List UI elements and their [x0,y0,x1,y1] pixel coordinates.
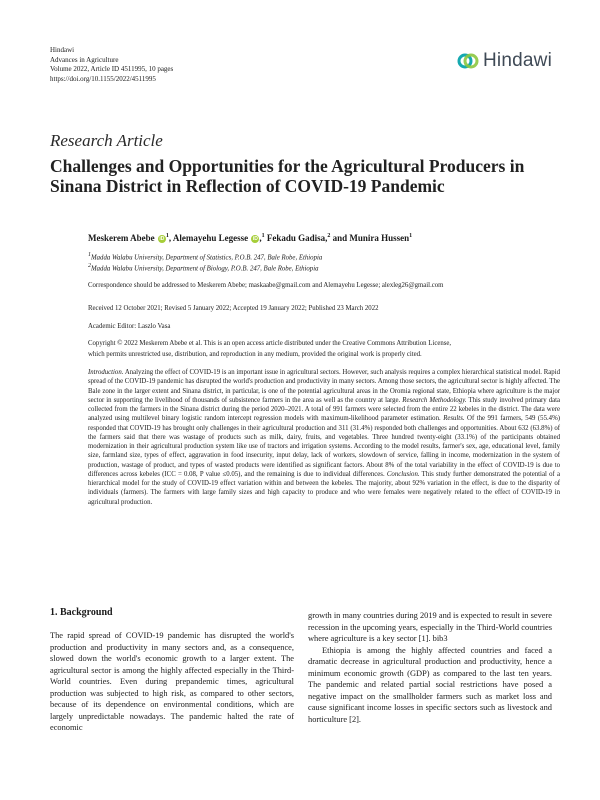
author-3[interactable]: Fekadu Gadisa,$^2$ and [266,233,350,243]
author-1[interactable]: Meskerem Abebe iD $^1$, [88,233,173,243]
author-list [88,233,412,243]
article-type: Research Article [50,131,163,150]
author-4[interactable]: Munira Hussen$^1$ [349,233,413,243]
copyright-line-2: which permits unrestricted use, distribution, and reproduction in any medium, provided the original work is properly cited. [88,351,422,358]
abstract: Introduction. Analyzing the effect of COVID-19 is an important issue in agricultural sectors. However, such analysis requires a complex hierarchical statistical model. Rapid spread of the COVID-19 pandemic has disrupted the world's production and productivity in many sectors. Among those sectors, the agricultural sector is highly affected. The Bale zone in the larger extent and Sinana district, in particular, is one of the potential agricultural areas in the Oromia regional state, Ethiopia where agriculture is the major sector in supporting the livelihood of thousands of subsistence farmers in the area as well as the country at large. Research Methodology. This study involved primary data collected from the farmers in the Sinana district during the period 2020–2021. A total of 991 farmers were selected from the entire 22 kebeles in the district. The data were analyzed using multilevel binary logistic random intercept regression models with maximum-likelihood parameter estimation. Results. Of the 991 farmers, 549 (55.4%) responded that COVID-19 has brought only challenges in their agricultural production and 311 (31.4%) responded both challenges and opportunities. About 632 (63.8%) of the farmers said that there was wastage of products such as milk, dairy, fruits, and vegetables. Three hundred twenty-eight (33.1%) of the participants obtained modernization in their agricultural production system like use of tractors and irrigation systems. According to the model results, farmer's sex, age, educational level, family size, farmland size, types of effect, aggravation in food insecurity, input delay, lack of workers, slowdown of service, falling in income, modernization in the system of production, wastage of product, and types of wasted products were identified as significant factors. About 8% of the total variability in the effect of COVID-19 is due to differences across kebeles (ICC = 0.08, P value ≤0.05), and the remaining is due to individual differences. Conclusion. This study further demonstrated the potential of a hierarchical model for the study of COVID-19 effect variation within and between the kebeles. The majority, about 92% variation in the effect, is due to the disparity of individuals (farmers). The farmers with large family sizes and high capacity to produce and who were females were negatively related to the effect of COVID-19 in agricultural production. [88,369,561,506]
volume-line: Volume 2022, Article ID 4511995, 10 pages [50,65,174,74]
brand-wordmark: Hindawi [483,50,552,71]
journal-name: Advances in Agriculture [50,55,119,64]
abstract-label: Results. [443,415,465,423]
publisher-name: Hindawi [50,46,75,54]
abstract-label: Conclusion. [386,470,420,478]
section-heading: 1. Background [50,607,113,618]
affiliation-2: $^2$Madda Walabu University, Department of Biology, P.O.B. 247, Bale Robe, Ethiopia [88,263,319,273]
journal-info [50,46,173,84]
author-2[interactable]: Alemayehu Legesse iD ,$^1$ [172,233,265,243]
body-column-right [308,610,552,725]
copyright-line-1: Copyright © 2022 Meskerem Abebe et al. This is an open access article distributed under the Creative Commons Attribution License, [88,340,452,347]
doi-link[interactable]: https://doi.org/10.1155/2022/4511995 [50,74,156,83]
article-title: Challenges and Opportunities for the Agricultural Producers in Sinana District in Reflection of COVID-19 Pandemic [50,156,525,196]
body-paragraph: Ethiopia is among the highly affected countries and faced a dramatic decrease in agricultural production and productivity, hence a minimum economic growth (GDP) as compared to the last ten years. The pandemic and related partial social restrictions have posed a negative impact on the smallholder farmers such as market loss and cause significant income losses in specific sectors such as livestock and horticulture [2]. [308,645,552,724]
body-paragraph: The rapid spread of COVID-19 pandemic has disrupted the world's production and productivity in many sectors and, as a consequence, slowed down the world's economic growth to a larger extent. The agricultural sector is among the highly affected especially in the Third-World countries. Even during prepandemic times, agricultural production was subjected to high risk, as compared to other sectors, because of its dependence on environmental conditions, which are largely unpredictable nowadays. The pandemic halted the rate of economic [50,631,294,732]
abstract-label: Research Methodology. [402,396,467,404]
publication-dates: Received 12 October 2021; Revised 5 January 2022; Accepted 19 January 2022; Published 23 March 2022 [88,305,379,312]
affiliation-1: $^1$Madda Walabu University, Department of Statistics, P.O.B. 247, Bale Robe, Ethiopia [88,252,323,262]
correspondence: Correspondence should be addressed to Meskerem Abebe; maskaabe@gmail.com and Alemayehu Legesse; alexleg26@gmail.com [88,282,444,289]
publisher-brand[interactable] [457,50,552,72]
hindawi-logo-icon [457,50,479,72]
body-paragraph: growth in many countries during 2019 and is expected to result in severe recession in the upcoming years, especially in the Third-World countries where agriculture is a key sector [1]. bib3 [308,611,552,643]
academic-editor: Academic Editor: Laszlo Vasa [88,323,171,330]
orcid-icon[interactable]: iD [252,236,258,242]
orcid-icon[interactable]: iD [159,236,165,242]
abstract-label: Introduction. [88,369,124,376]
